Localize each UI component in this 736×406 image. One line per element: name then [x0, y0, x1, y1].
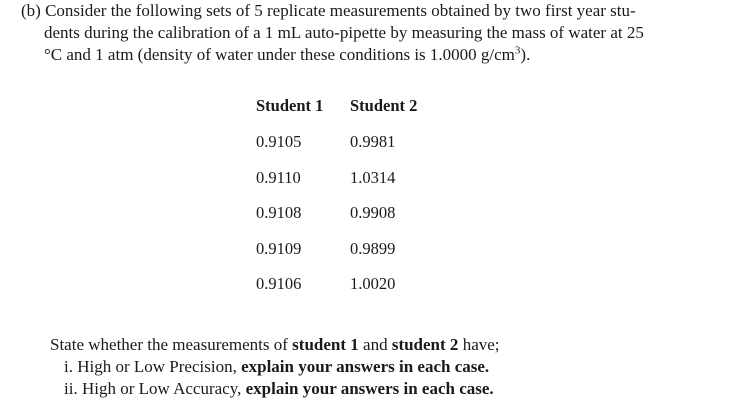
sub-question-i: i. High or Low Precision, explain your answers in each case. — [64, 357, 490, 376]
student-2-value: 1.0020 — [350, 274, 396, 293]
table-row — [256, 239, 450, 275]
student-1-value: 0.9108 — [256, 203, 302, 222]
part-label: (b) — [21, 1, 41, 20]
student-2-value: 0.9981 — [350, 132, 396, 151]
table-row — [256, 132, 450, 168]
header-student-1: Student 1 — [256, 96, 324, 115]
question-line-1: (b) Consider the following sets of 5 replicate measurements obtained by two first year stu- — [21, 1, 636, 20]
student-2-value: 0.9899 — [350, 238, 396, 258]
student-2-value: 1.0314 — [350, 167, 396, 187]
table-header — [256, 96, 450, 118]
measurements-table — [256, 96, 450, 310]
sub-question-ii: ii. High or Low Accuracy, explain your answers in each case. — [64, 379, 494, 398]
student-2-value: 0.9908 — [350, 203, 396, 222]
header-student-2: Student 2 — [350, 96, 418, 115]
followup-intro: State whether the measurements of student 1 and student 2 have; — [50, 335, 500, 354]
student-1-value: 0.9109 — [256, 238, 302, 258]
student-1-value: 0.9105 — [256, 132, 302, 151]
table-row — [256, 203, 450, 239]
followup-question — [50, 334, 500, 400]
table-row — [256, 168, 450, 204]
question-line-3: °C and 1 atm (density of water under these conditions is 1.0000 $g/cm^3$). — [44, 44, 531, 64]
student-1-value: 0.9110 — [256, 167, 301, 187]
question-text — [21, 0, 721, 66]
question-line-2: dents during the calibration of a 1 mL auto-pipette by measuring the mass of water at 25 — [44, 23, 644, 42]
student-1-value: 0.9106 — [256, 274, 302, 293]
table-row — [256, 274, 450, 310]
table-body — [256, 132, 450, 310]
